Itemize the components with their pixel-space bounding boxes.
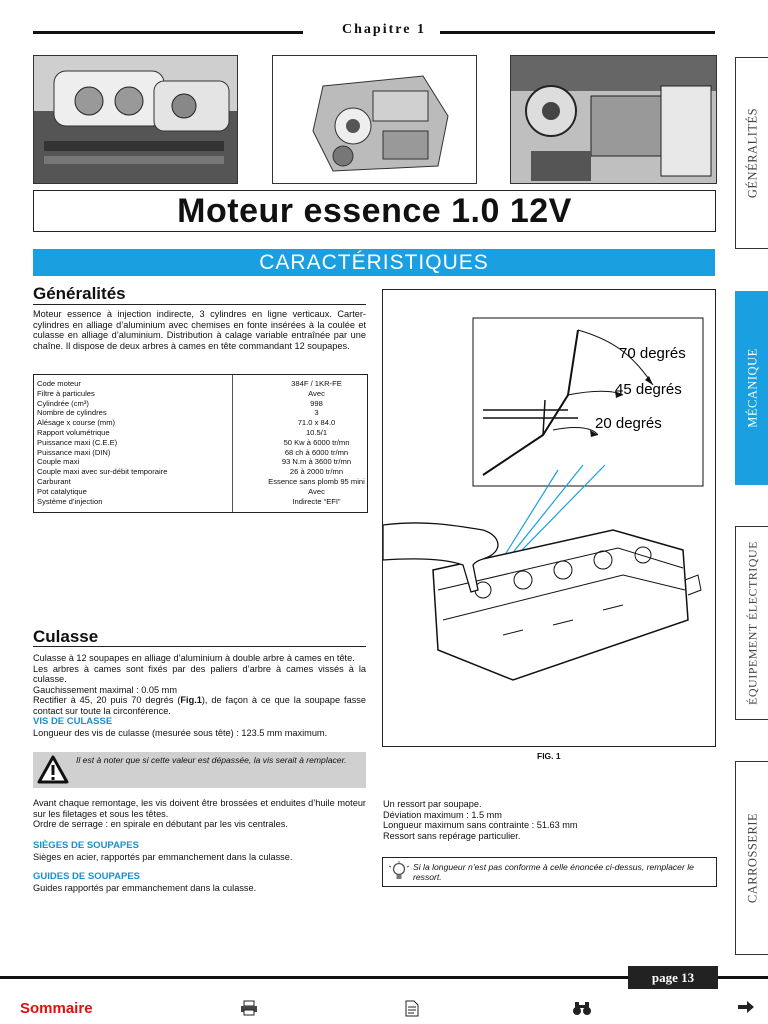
generalites-paragraph: Moteur essence à injection indirecte, 3 cylindres en ligne verticaux. Carter-cylindres en alliage d’aluminium avec chemises en fonte insérées à la coulée et culasse en alliage d’aluminium. Distribution à calage variable entraînée par une chaîne. Il dispose de deux arbres à cames en tête commandant 12 soupapes. bbox=[33, 309, 366, 351]
spec-label: Code moteur bbox=[37, 379, 81, 388]
engine-photo-3 bbox=[510, 55, 717, 184]
spec-label: Carburant bbox=[37, 477, 71, 486]
spec-value: Essence sans plomb 95 mini bbox=[268, 477, 365, 486]
spec-row bbox=[34, 379, 367, 388]
spec-row bbox=[34, 448, 367, 457]
page-title: Moteur essence 1.0 12V bbox=[177, 192, 572, 230]
culasse-paragraph: Culasse à 12 soupapes en alliage d’aluminium à double arbre à cames en tête. Les arbres à cames sont fixés par des paliers d’arbre à cames vissés à la culasse. Gauchissement maximal : 0.05 mm Rectifier à 45, 20 puis 70 degrés (Fig.1), de façon à ce que la soupape fasse contact sur toute la circonférence. bbox=[33, 653, 366, 716]
spec-row bbox=[34, 408, 367, 417]
warning-text: Il est à noter que si cette valeur est dépassée, la vis serait à remplacer. bbox=[76, 755, 347, 765]
note-text: Si la longueur n’est pas conforme à celle énoncée ci-dessus, remplacer le ressort. bbox=[413, 862, 694, 882]
spec-label: Puissance maxi (C.E.E) bbox=[37, 437, 118, 447]
tab-generalites[interactable]: GÉNÉRALITÉS bbox=[735, 57, 768, 249]
spec-value: 93 N.m à 3600 tr/mn bbox=[281, 457, 352, 467]
spec-row bbox=[34, 467, 367, 476]
after-warning-paragraph: Avant chaque remontage, les vis doivent être brossées et enduites d’huile moteur sur les filetages et sous les têtes. Ordre de serrage : en spirale en débutant par les vis centrales. bbox=[33, 798, 366, 830]
spec-row bbox=[34, 487, 367, 496]
spec-row bbox=[34, 438, 367, 447]
spec-label: Pot catalytique bbox=[37, 486, 87, 496]
spec-value: 998 bbox=[310, 398, 323, 408]
spec-label: Cylindrée (cm³) bbox=[37, 398, 89, 408]
culasse-rule bbox=[33, 646, 366, 647]
figure-1 bbox=[382, 289, 716, 747]
guides-text: Guides rapportés par emmanchement dans la culasse. bbox=[33, 883, 257, 893]
spec-label: Couple maxi bbox=[37, 457, 80, 467]
engine-photo-1 bbox=[33, 55, 238, 184]
vis-culasse-heading: VIS DE CULASSE bbox=[33, 716, 113, 727]
ressorts-paragraph: Un ressort par soupape. Déviation maximum : 1.5 mm Longueur maximum sans contrainte : 51.63 mm Ressort sans repérage particulier. bbox=[383, 799, 578, 841]
angle-70-label: 70 degrés bbox=[619, 345, 686, 362]
spec-row bbox=[34, 477, 367, 486]
page-title-box bbox=[33, 190, 716, 232]
spec-row bbox=[34, 389, 367, 398]
tab-equipement-electrique[interactable]: ÉQUIPEMENT ÉLECTRIQUE bbox=[735, 526, 768, 720]
spec-value: 384F / 1KR-FE bbox=[291, 379, 342, 388]
engine-photo-2 bbox=[272, 55, 477, 184]
generalites-heading: Généralités bbox=[33, 284, 126, 303]
spec-value: 71.0 x 84.0 bbox=[297, 418, 336, 428]
spec-value: 68 ch à 6000 tr/mn bbox=[284, 447, 349, 457]
culasse-heading: Culasse bbox=[33, 627, 99, 646]
vis-culasse-text: Longueur des vis de culasse (mesurée sous tête) : 123.5 mm maximum. bbox=[33, 728, 328, 738]
spec-row bbox=[34, 418, 367, 427]
binoculars-icon[interactable] bbox=[572, 1000, 592, 1020]
sieges-heading: SIÈGES DE SOUPAPES bbox=[33, 840, 139, 851]
spec-label: Puissance maxi (DIN) bbox=[37, 447, 111, 457]
generalites-rule bbox=[33, 304, 366, 305]
spec-value: 26 à 2000 tr/mn bbox=[289, 467, 344, 477]
note-box bbox=[382, 857, 717, 887]
tab-carrosserie[interactable]: CARROSSERIE bbox=[735, 761, 768, 955]
section-banner: CARACTÉRISTIQUES bbox=[33, 249, 715, 276]
spec-value: 3 bbox=[314, 408, 319, 418]
arrow-right-icon[interactable] bbox=[737, 1000, 755, 1018]
rectif-text: Rectifier à 45, 20 puis 70 degrés (Fig.1), de façon à ce que la soupape fasse contact sur toute la circonférence. bbox=[33, 695, 366, 716]
lightbulb-icon bbox=[389, 861, 409, 883]
valve-seat-diagram bbox=[383, 290, 715, 746]
sieges-text: Sièges en acier, rapportés par emmanchement dans la culasse. bbox=[33, 852, 293, 862]
guides-heading: GUIDES DE SOUPAPES bbox=[33, 871, 140, 882]
spec-value: Indirecte “EFI” bbox=[292, 496, 341, 506]
spec-row bbox=[34, 428, 367, 437]
page-number: page 13 bbox=[628, 966, 718, 989]
spec-label: Couple maxi avec sur-débit temporaire bbox=[37, 467, 168, 477]
warning-box bbox=[33, 752, 366, 788]
spec-value: 10.5/1 bbox=[305, 428, 328, 437]
angle-20-label: 20 degrés bbox=[595, 415, 662, 432]
spec-row bbox=[34, 457, 367, 466]
angle-45-label: 45 degrés bbox=[615, 381, 682, 398]
spec-label: Système d’injection bbox=[37, 496, 103, 506]
spec-row bbox=[34, 497, 367, 506]
figure-label: FIG. 1 bbox=[537, 751, 561, 761]
document-icon[interactable] bbox=[405, 1000, 419, 1021]
warning-icon bbox=[37, 755, 69, 785]
sommaire-link[interactable]: Sommaire bbox=[20, 1000, 93, 1017]
spec-label: Rapport volumétrique bbox=[37, 428, 110, 437]
spec-label: Alésage x course (mm) bbox=[37, 418, 116, 428]
spec-table bbox=[33, 374, 368, 513]
spec-label: Filtre à particules bbox=[37, 388, 95, 398]
printer-icon[interactable] bbox=[240, 1000, 258, 1020]
tab-mecanique[interactable]: MÉCANIQUE bbox=[735, 291, 768, 485]
spec-row bbox=[34, 399, 367, 408]
spec-value: Avec bbox=[308, 388, 325, 398]
spec-label: Nombre de cylindres bbox=[37, 408, 107, 418]
chapter-title: Chapitre 1 bbox=[0, 22, 768, 38]
spec-value: Avec bbox=[308, 486, 325, 496]
spec-value: 50 Kw à 6000 tr/mn bbox=[283, 437, 350, 447]
